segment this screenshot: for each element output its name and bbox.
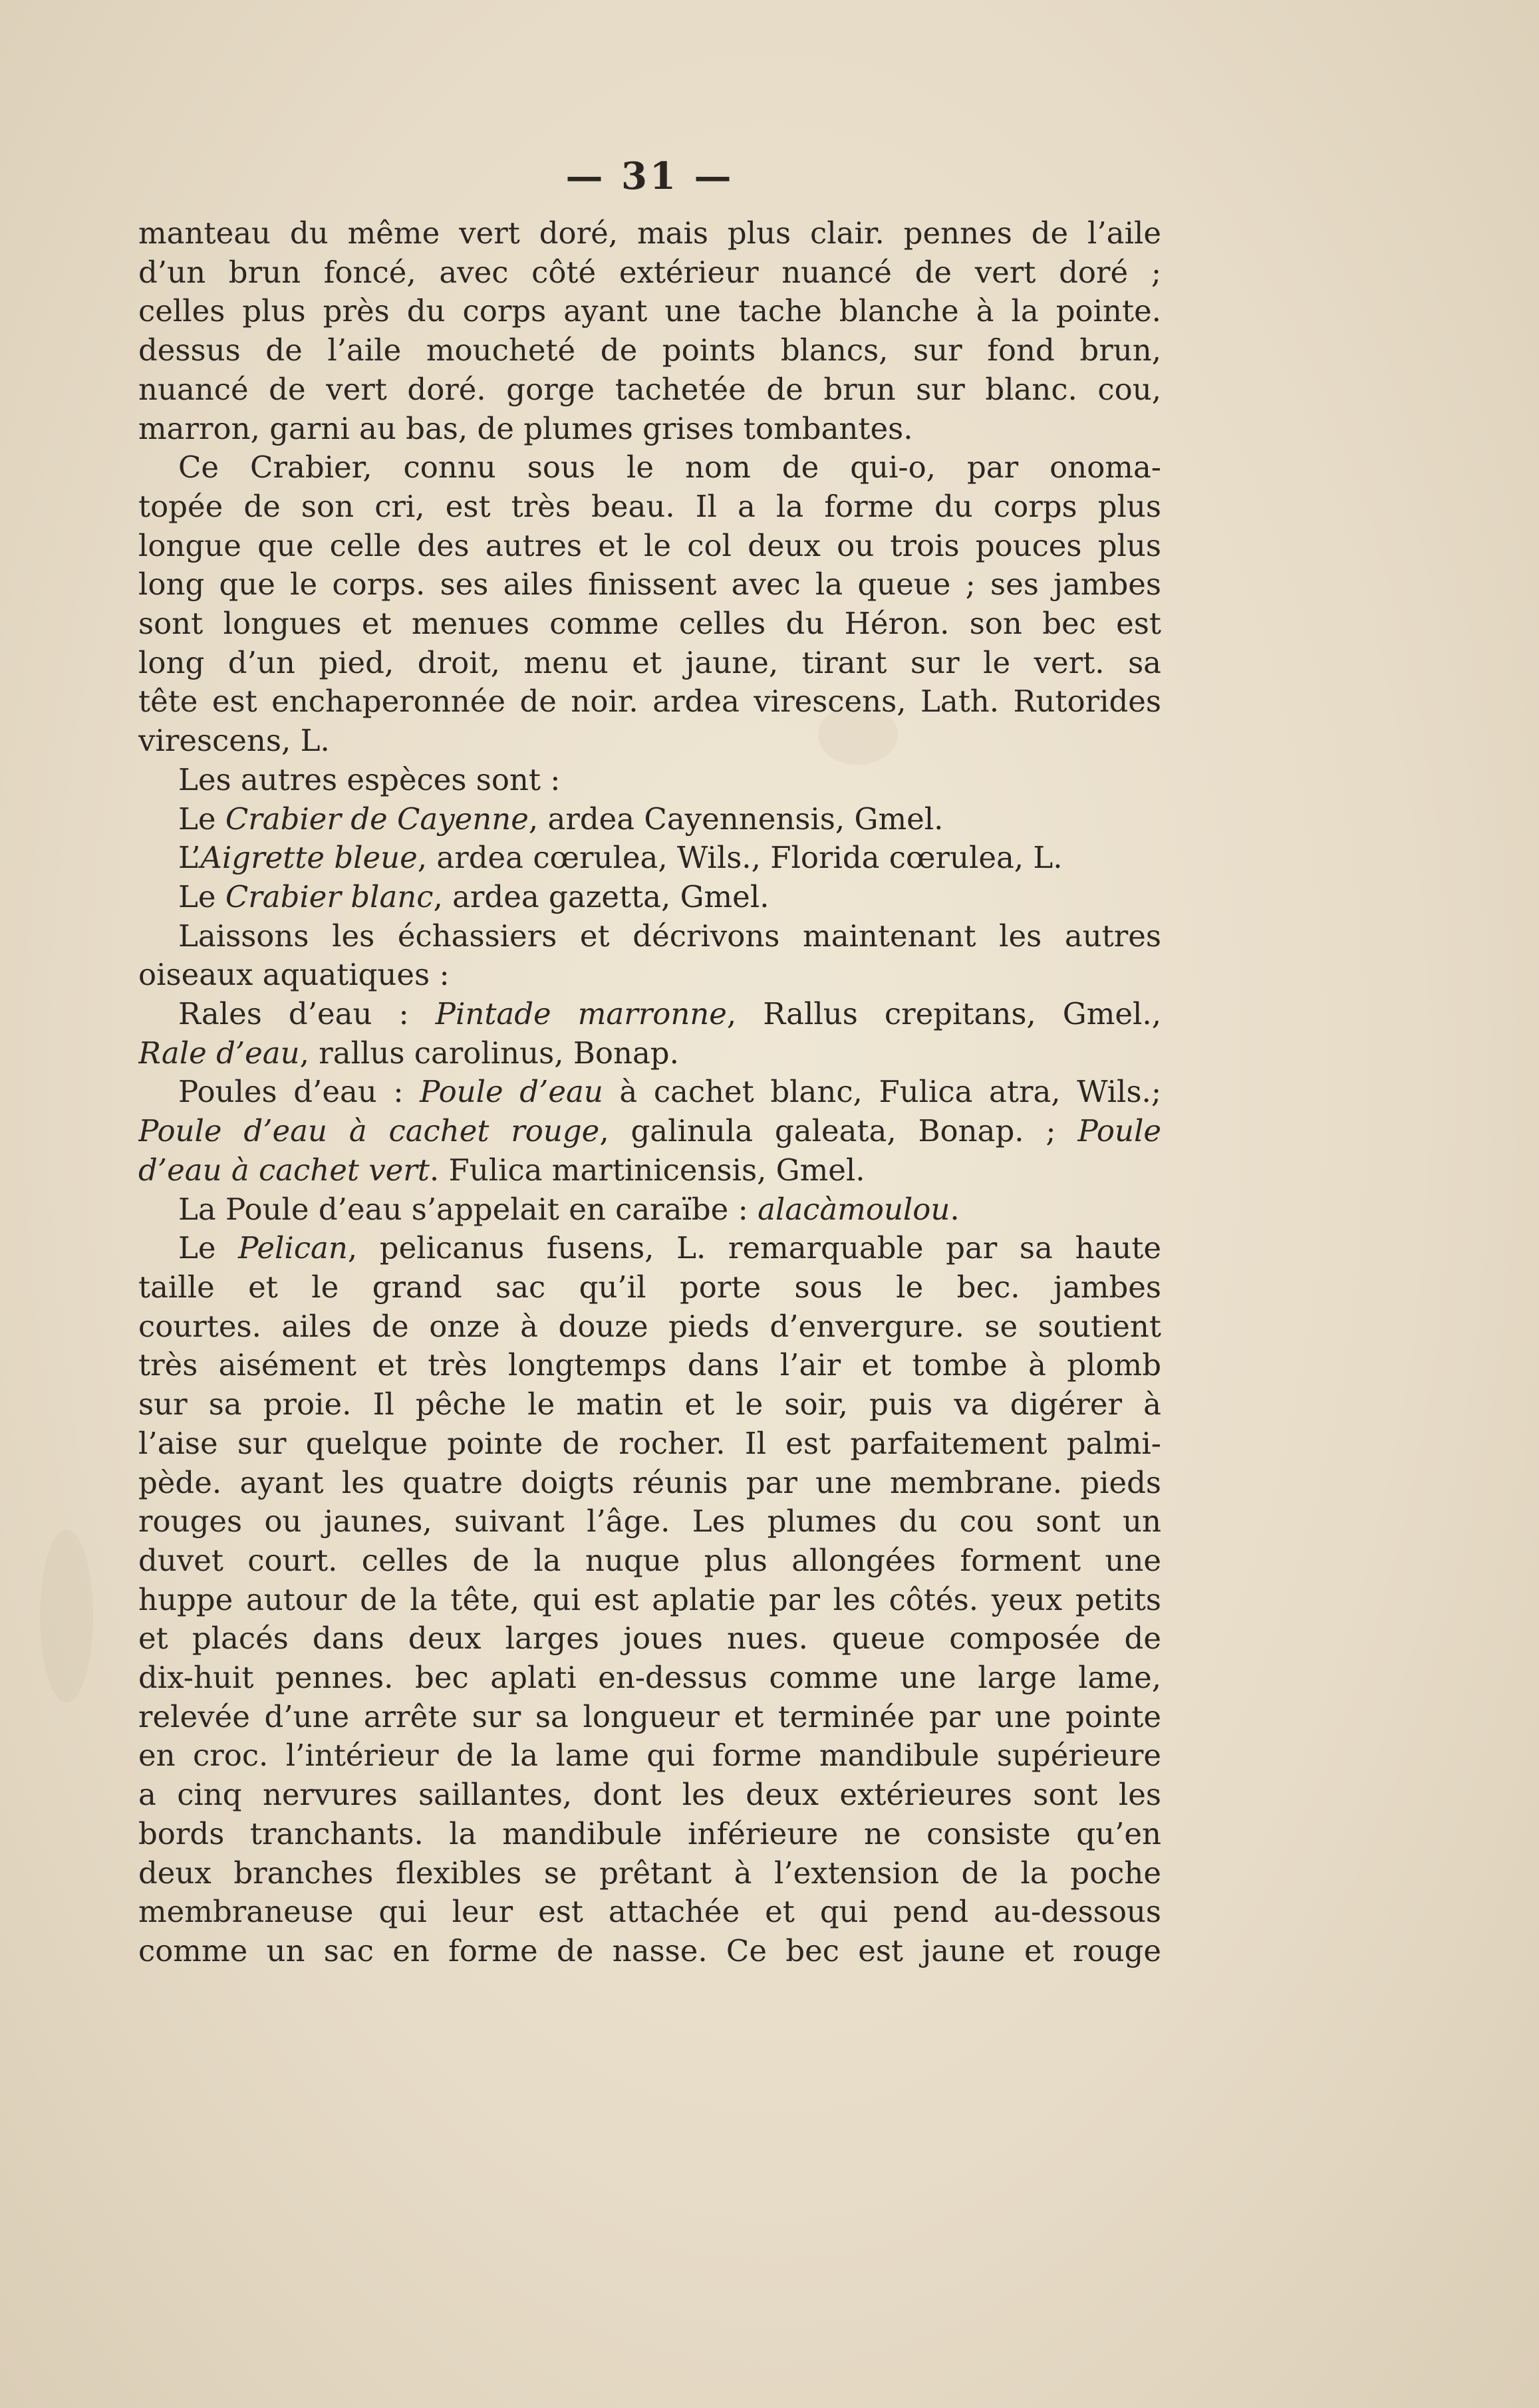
text-line [138,448,1161,487]
text-line [138,644,1161,683]
text-line [138,604,1161,644]
text-run: virescens, L. [138,723,330,759]
text-run: relevée d’une arrête sur sa longueur et terminée par une pointe [138,1698,1161,1734]
italic-term: d’eau à cachet vert [138,1152,430,1188]
text-run: , ardea gazetta, Gmel. [433,878,770,914]
text-line [138,917,1161,956]
text-line [138,487,1161,527]
text-line [138,1151,1161,1190]
text-line [138,1073,1161,1112]
text-line [138,1541,1161,1581]
text-line [138,253,1161,293]
paper-stain [40,1530,93,1702]
text-run: courtes. ailes de onze à douze pieds d’envergure. se soutient [138,1308,1161,1344]
text-line [138,1854,1161,1893]
text-line [138,1736,1161,1776]
text-run: , rallus carolinus, Bonap. [299,1035,679,1071]
text-run: rouges ou jaunes, suivant l’âge. Les plumes du cou sont un [138,1504,1161,1539]
text-line [138,956,1161,995]
text-run: pède. ayant les quatre doigts réunis par une membrane. pieds [138,1464,1161,1500]
text-line [138,1502,1161,1541]
text-run: manteau du même vert doré, mais plus clair. pennes de l’aile [138,215,1161,251]
italic-term: Aigrette bleue [200,840,418,876]
text-run: , pelicanus fusens, L. remarquable par sa haute [347,1230,1161,1266]
text-line [138,1346,1161,1385]
text-run: Le [178,878,225,914]
italic-term: Poule d’eau à cachet rouge [138,1113,600,1149]
italic-term: alacàmoulou [758,1191,950,1227]
body-text [138,214,1161,1971]
text-line [138,1932,1161,1971]
text-run: La Poule d’eau s’appelait en caraïbe : [178,1191,758,1227]
text-line [138,1112,1161,1151]
text-line [138,292,1161,331]
text-run: Ce Crabier, connu sous le nom de qui-o, par onoma- [178,450,1161,485]
text-run: membraneuse qui leur est attachée et qui pend au-dessous [138,1894,1161,1930]
italic-term: Crabier de Cayenne [225,801,529,837]
text-run: longue que celle des autres et le col deux ou trois pouces plus [138,527,1161,563]
text-run: huppe autour de la tête, qui est aplatie par les côtés. yeux petits [138,1581,1161,1617]
text-run: Poules d’eau : [178,1074,420,1110]
text-line [138,800,1161,839]
text-line [138,1776,1161,1815]
text-run: marron, garni au bas, de plumes grises tombantes. [138,410,913,446]
text-line [138,1698,1161,1737]
text-run: , ardea cœrulea, Wils., Florida cœrulea, L. [417,840,1063,876]
text-run: dessus de l’aile moucheté de points blancs, sur fond brun, [138,333,1161,368]
text-run: en croc. l’intérieur de la lame qui forme mandibule supérieure [138,1738,1161,1774]
text-line [138,839,1161,878]
page-number: — 31 — [565,154,734,198]
text-run: a cinq nervures saillantes, dont les deux extérieures sont les [138,1777,1161,1813]
text-run: Le [178,801,225,837]
text-line [138,1815,1161,1854]
text-run: tête est enchaperonnée de noir. ardea virescens, Lath. Rutorides [138,684,1161,720]
text-line [138,1581,1161,1620]
text-run: sur sa proie. Il pêche le matin et le soir, puis va digérer à [138,1387,1161,1422]
text-run: , ardea Cayennensis, Gmel. [528,801,944,837]
text-line [138,995,1161,1034]
text-line [138,1464,1161,1503]
text-line [138,1893,1161,1932]
italic-term: Crabier blanc [225,878,434,914]
text-line [138,1307,1161,1347]
text-run: Laissons les échassiers et décrivons maintenant les autres [178,918,1161,954]
text-run: topée de son cri, est très beau. Il a la forme du corps plus [138,488,1161,524]
text-line [138,527,1161,566]
text-line [138,682,1161,722]
text-run: Les autres espèces sont : [178,761,561,797]
text-run: long que le corps. ses ailes finissent avec la queue ; ses jambes [138,567,1161,602]
text-line [138,1229,1161,1268]
text-line [138,1424,1161,1464]
text-line [138,331,1161,370]
text-run: dix-huit pennes. bec aplati en-dessus comme une large lame, [138,1660,1161,1696]
text-run: nuancé de vert doré. gorge tachetée de brun sur blanc. cou, [138,371,1161,407]
text-line [138,1190,1161,1230]
italic-term: Pelican [238,1230,348,1266]
text-line [138,1659,1161,1698]
text-run: . Fulica martinicensis, Gmel. [429,1152,865,1188]
italic-term: Rale d’eau [138,1035,300,1071]
text-line [138,565,1161,604]
italic-term: Poule d’eau [420,1074,603,1110]
text-run: , galinula galeata, Bonap. ; [599,1113,1078,1149]
text-run: , Rallus crepitans, Gmel., [726,996,1161,1032]
text-run: L’ [178,840,201,876]
text-run: d’un brun foncé, avec côté extérieur nuancé de vert doré ; [138,254,1161,290]
text-run: très aisément et très longtemps dans l’air et tombe à plomb [138,1347,1161,1383]
text-run: Rales d’eau : [178,996,436,1032]
text-run: taille et le grand sac qu’il porte sous le bec. jambes [138,1269,1161,1305]
page-text [138,153,1161,1971]
text-run: celles plus près du corps ayant une tache blanche à la pointe. [138,293,1161,329]
text-run: bords tranchants. la mandibule inférieure ne consiste qu’en [138,1815,1161,1851]
text-line [138,878,1161,917]
text-line [138,1619,1161,1659]
text-line [138,214,1161,253]
italic-term: Poule [1077,1113,1161,1149]
text-run: comme un sac en forme de nasse. Ce bec est jaune et rouge [138,1933,1161,1968]
text-run: et placés dans deux larges joues nues. queue composée de [138,1621,1161,1657]
text-run: deux branches flexibles se prêtant à l’extension de la poche [138,1855,1161,1891]
text-run: duvet court. celles de la nuque plus allongées forment une [138,1542,1161,1578]
text-line [138,761,1161,800]
text-line [138,370,1161,410]
text-run: oiseaux aquatiques : [138,957,450,993]
text-run: long d’un pied, droit, menu et jaune, tirant sur le vert. sa [138,644,1161,680]
text-run: sont longues et menues comme celles du Héron. son bec est [138,606,1161,642]
text-run: l’aise sur quelque pointe de rocher. Il est parfaitement palmi- [138,1425,1161,1461]
text-line [138,1385,1161,1424]
text-line [138,722,1161,761]
italic-term: Pintade marronne [435,996,727,1032]
text-line [138,1034,1161,1073]
text-run: Le [178,1230,239,1266]
text-run: à cachet blanc, Fulica atra, Wils.; [603,1074,1161,1110]
text-line [138,410,1161,449]
text-run: . [950,1191,960,1227]
text-line [138,1268,1161,1307]
